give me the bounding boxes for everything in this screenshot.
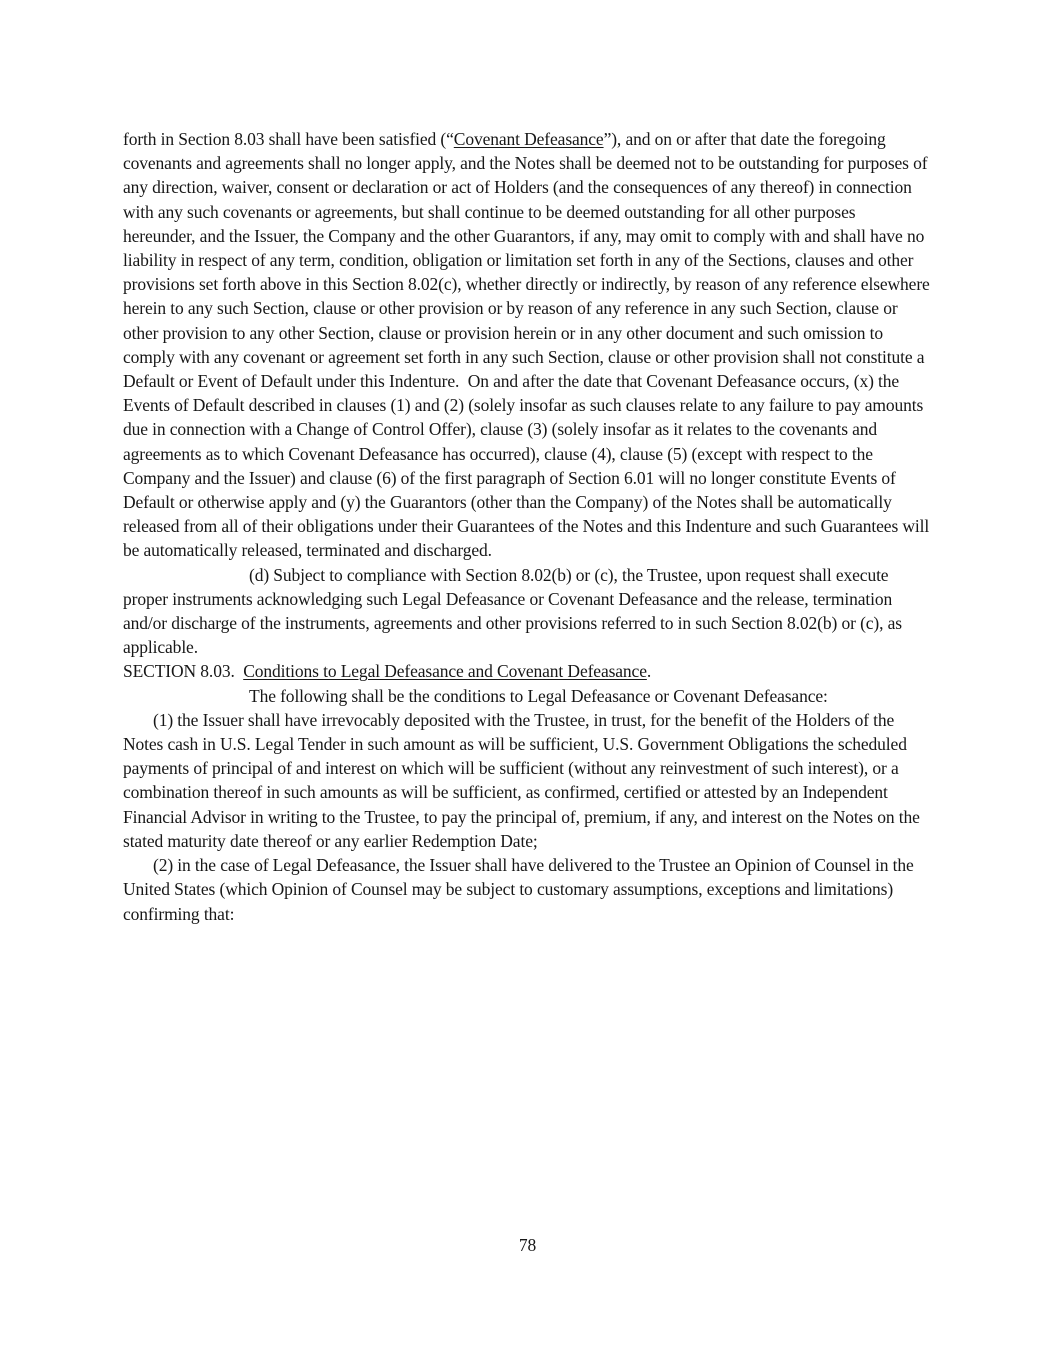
text-run: (d) Subject to compliance with Section 8.02(b) or (c), the Trustee, upon request shall execute proper instruments acknowledging such Legal Defeasance or Covenant Defeasance and the release, termination and/or discharge of the instruments, agreements and other provisions referred to in such Section 8.02(b) or (c), as applicable. [123,564,902,658]
text-run: (2) in the case of Legal Defeasance, the Issuer shall have delivered to the Trustee an Opinion of Counsel in the United States (which Opinion of Counsel may be subject to customary assumptions, exceptions and limitations) confirming that: [123,855,914,924]
text-run: (1) the Issuer shall have irrevocably deposited with the Trustee, in trust, for the benefit of the Holders of the Notes cash in U.S. Legal Tender in such amount as will be sufficient, U.S. Government Obligations the scheduled payments of principal of and interest on which will be sufficient (without any reinvestment of such interest), or a combination thereof in such amounts as will be sufficient, as confirmed, certified or attested by an Independent Financial Advisor in writing to the Trustee, to pay the principal of, premium, if any, and interest on the Notes on the stated maturity date thereof or any earlier Redemption Date; [123,709,920,851]
section-heading-8-03 [123,659,931,683]
page-number: 78 [518,1235,537,1255]
paragraph-d [123,563,931,660]
text-run: . [646,661,652,682]
text-run: forth in Section 8.03 shall have been satisfied (“ [123,129,454,149]
text-run: SECTION 8.03. [123,661,244,682]
text-run: Covenant Defeasance [453,129,604,149]
list-item-2 [123,853,931,926]
text-run: The following shall be the conditions to Legal Defeasance or Covenant Defeasance: [249,685,828,706]
text-run: Conditions to Legal Defeasance and Covenant Defeasance [243,661,647,682]
text-run: ”), and on or after that date the foregoing covenants and agreements shall no longer apply, and the Notes shall be deemed not to be outstanding for purposes of any direction, waiver, consent or declaration or act of Holders (and the consequences of any thereof) in connection with any such covenants or agreements, but shall continue to be deemed outstanding for all other purposes hereunder, and the Issuer, the Company and the other Guarantors, if any, may omit to comply with and shall have no liability in respect of any term, condition, obligation or limitation set forth in any of the Sections, clauses and other provisions set forth above in this Section 8.02(c), whether directly or indirectly, by reason of any reference elsewhere herein to any such Section, clause or other provision or by reason of any reference in any such Section, clause or other provision to any other Section, clause or provision herein or in any other document and such omission to comply with any covenant or agreement set forth in any such Section, clause or other provision shall not constitute a Default or Event of Default under this Indenture. On and after the date that Covenant Defeasance occurs, (x) the Events of Default described in clauses (1) and (2) (solely insofar as such clauses relate to any failure to pay amounts due in connection with a Change of Control Offer), clause (3) (solely insofar as it relates to the covenants and agreements as to which Covenant Defeasance has occurred), clause (4), clause (5) (except with respect to the Company and the Issuer) and clause (6) of the first paragraph of Section 6.01 will no longer constitute Events of Default or otherwise apply and (y) the Guarantors (other than the Company) of the Notes shall be automatically released from all of their obligations under their Guarantees of the Notes and this Indenture and such Guarantees will be automatically released, terminated and discharged. [123,129,930,561]
document-body [123,127,931,926]
list-item-1 [123,708,931,853]
paragraph-intro [123,684,931,708]
paragraph-continuation [123,127,931,563]
